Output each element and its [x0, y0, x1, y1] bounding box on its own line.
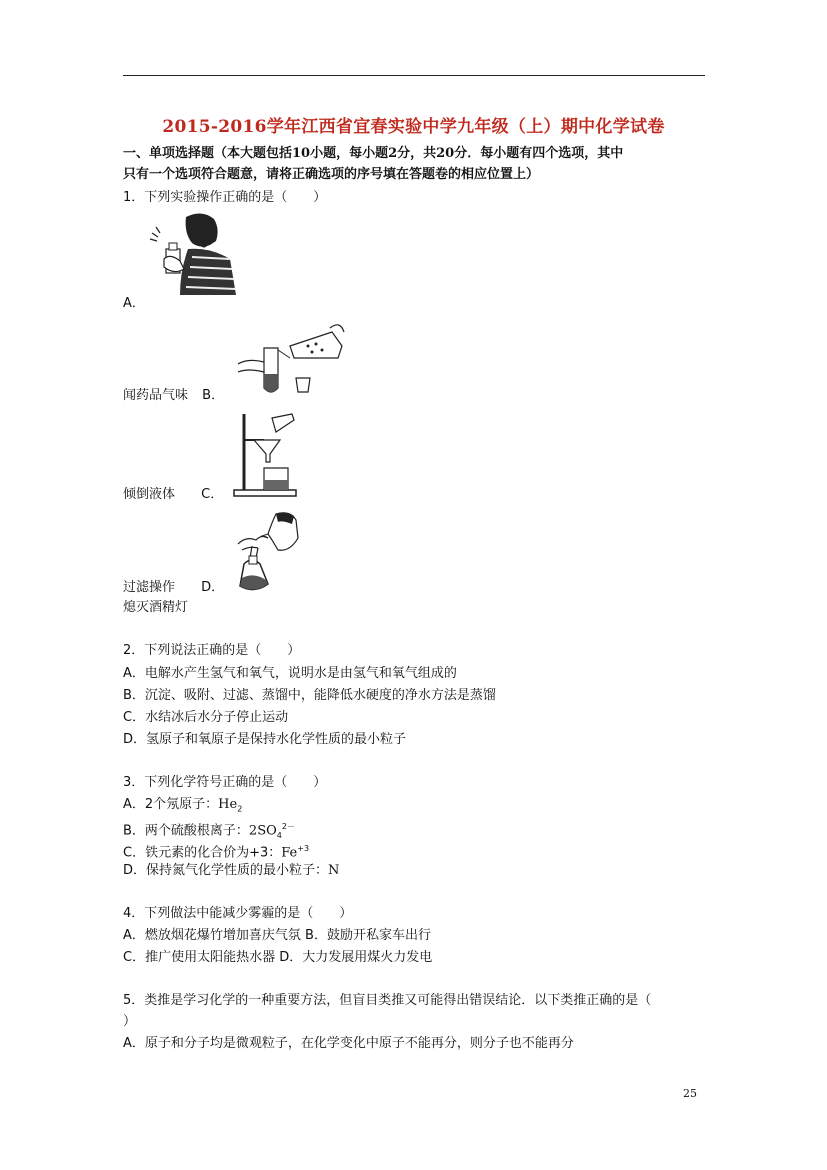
q1-option-d-label: D． — [201, 580, 225, 595]
page-title: 2015-2016学年江西省宜春实验中学九年级（上）期中化学试卷 — [162, 117, 665, 137]
q3-option-a: A．2个氖原子：$He_2$ — [123, 797, 243, 814]
q5-stem: 5．类推是学习化学的一种重要方法，但盲目类推又可能得出错误结论．以下类推正确的是（ — [123, 993, 652, 1008]
q2-option-a: A．电解水产生氢气和氧气，说明水是由氢气和氧气组成的 — [123, 666, 457, 681]
q1-option-a-text: 闻药品气味 B． — [123, 388, 225, 403]
section-heading-line1: 一、单项选择题（本大题包括10小题，每小题2分，共20分．每小题有四个选项，其中 — [123, 146, 624, 161]
page-number: 25 — [683, 1087, 697, 1100]
q1-figure-a — [140, 209, 238, 295]
q4-options-cd: C．推广使用太阳能热水器 D．大力发展用煤火力发电 — [123, 950, 433, 965]
q1-figure-d — [232, 508, 302, 594]
q1-option-b-text: 倾倒液体 C． — [123, 487, 224, 502]
q5-stem-cont: ） — [123, 1014, 137, 1029]
q1-option-c-text: 过滤操作 D． — [123, 580, 225, 595]
q1-option-a-label: A． — [123, 296, 145, 311]
q2-option-b: B．沉淀、吸附、过滤、蒸馏中，能降低水硬度的净水方法是蒸馏 — [123, 688, 496, 703]
q2-option-d: D．氢原子和氧原子是保持水化学性质的最小粒子 — [123, 732, 407, 747]
section-heading-line2: 只有一个选项符合题意，请将正确选项的序号填在答题卷的相应位置上） — [123, 167, 540, 182]
q1-option-c-label: C． — [201, 487, 224, 502]
q3-option-d: D．保持氮气化学性质的最小粒子：N — [123, 863, 340, 878]
q1-option-b-label: B． — [202, 388, 225, 403]
q2-stem: 2．下列说法正确的是（ ） — [123, 643, 301, 658]
q1-stem: 1．下列实验操作正确的是（ ） — [123, 190, 327, 205]
q3-stem: 3．下列化学符号正确的是（ ） — [123, 775, 327, 790]
q5-option-a: A．原子和分子均是微观粒子，在化学变化中原子不能再分，则分子也不能再分 — [123, 1036, 574, 1051]
q3-option-b: B．两个硫酸根离子：$2SO_4^{2-}$ — [123, 822, 295, 840]
q3-option-c: C．铁元素的化合价为+3：$Fe^{+3}$ — [123, 844, 310, 861]
q1-option-d-text: 熄灭酒精灯 — [123, 600, 189, 615]
q1-figure-b — [234, 318, 346, 400]
q2-option-c: C．水结冰后水分子停止运动 — [123, 710, 289, 725]
header-rule — [123, 75, 705, 76]
q1-figure-c — [230, 410, 300, 498]
q4-options-ab: A．燃放烟花爆竹增加喜庆气氛 B．鼓励开私家车出行 — [123, 928, 431, 943]
q4-stem: 4．下列做法中能减少雾霾的是（ ） — [123, 906, 353, 921]
